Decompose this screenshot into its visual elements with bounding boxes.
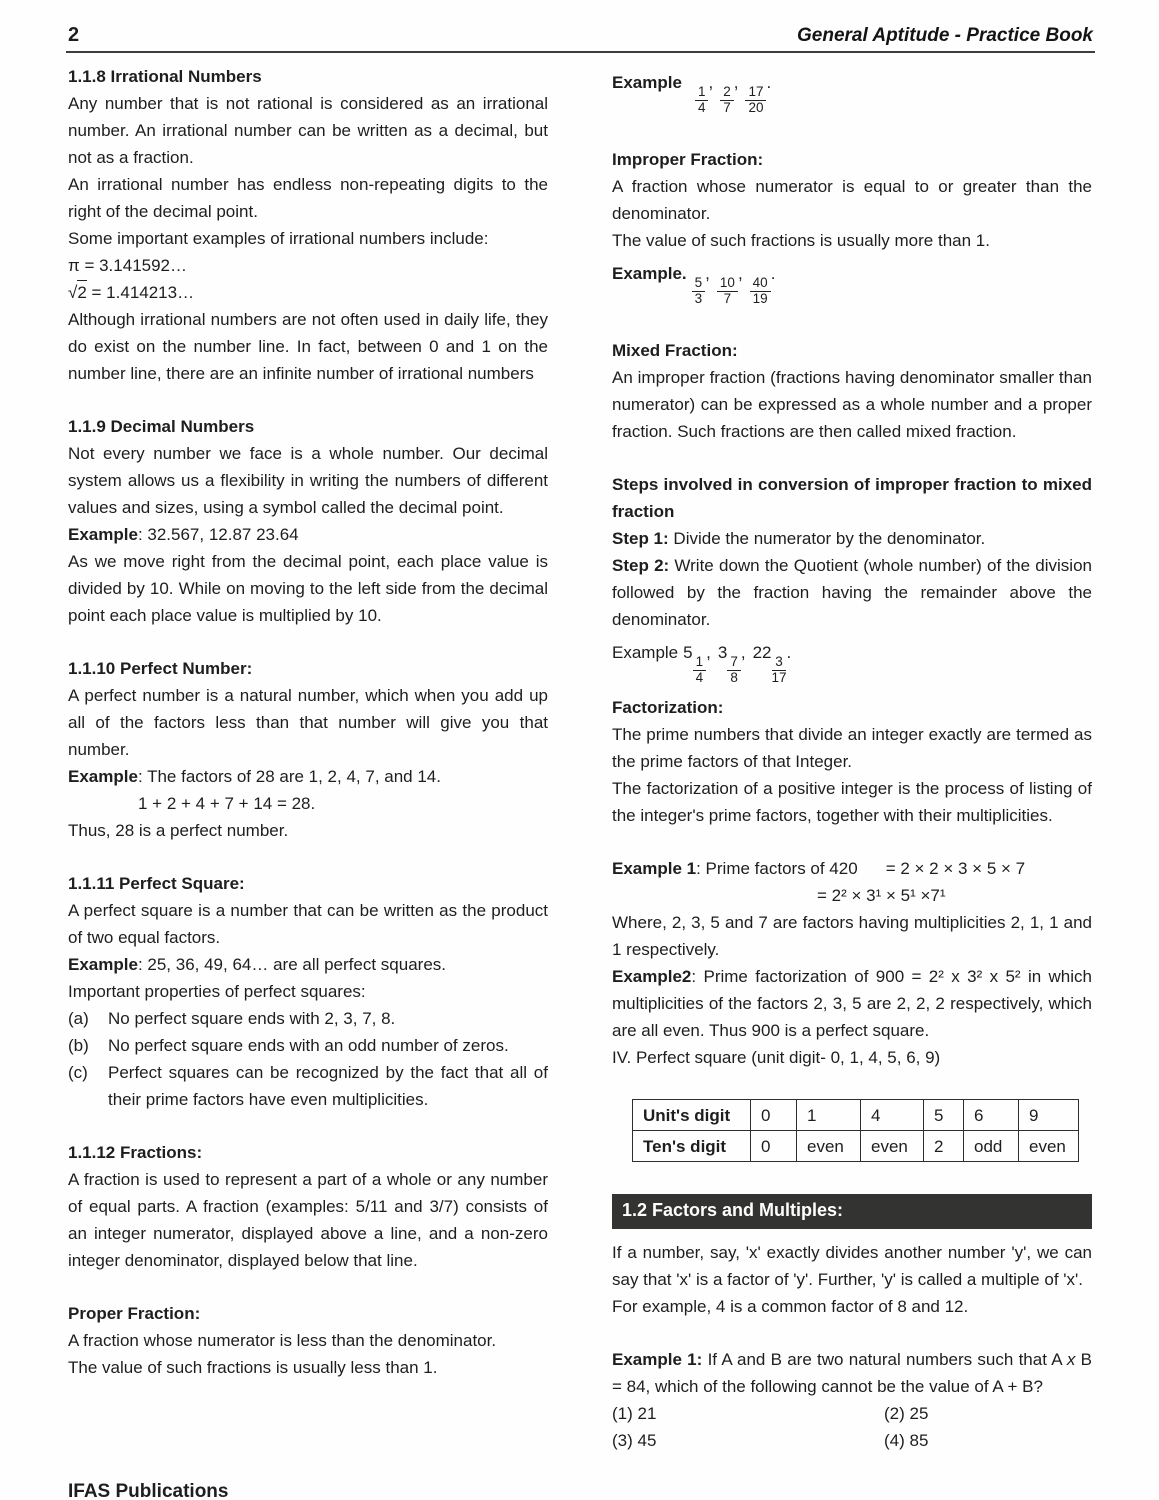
heading-perfect-number: 1.1.10 Perfect Number: <box>68 659 253 678</box>
paragraph-irrational-1: Any number that is not rational is considered as an irrational number. An irrational number can be written as a decimal, but not as a fraction. <box>68 94 548 167</box>
spacer <box>68 629 548 655</box>
perfect-square-example-line <box>68 951 548 978</box>
whole-part: 5 <box>683 643 693 663</box>
option-3: (3) 45 <box>612 1431 657 1451</box>
period: . <box>786 643 792 663</box>
fraction-denominator: 19 <box>752 291 768 307</box>
period: . <box>770 264 776 284</box>
fraction-denominator: 4 <box>695 670 704 686</box>
fraction-denominator: 20 <box>748 100 764 116</box>
separator: , <box>706 643 711 663</box>
mixed-number <box>752 643 787 686</box>
separator: , <box>705 264 710 284</box>
whole-part: 3 <box>717 643 728 663</box>
decimal-example-line <box>68 521 548 548</box>
example-label: Example <box>68 955 138 974</box>
fraction-numerator: 3 <box>772 655 786 671</box>
heading-conversion-steps: Steps involved in conversion of improper fraction to mixed fraction <box>612 475 1092 522</box>
table-row-tens <box>633 1131 1079 1162</box>
fraction <box>692 276 706 307</box>
fraction-denominator: 3 <box>694 291 703 307</box>
question-text-a: If A and B are two natural numbers such that A <box>702 1350 1067 1370</box>
paragraph-proper-fraction-2: The value of such fractions is usually less than 1. <box>68 1358 438 1377</box>
spacer <box>612 315 1092 337</box>
list-marker: (b) <box>68 1036 89 1055</box>
period: . <box>766 73 772 92</box>
row-header: Unit's digit <box>633 1100 751 1131</box>
perfect-square-properties-intro: Important properties of perfect squares: <box>68 982 366 1001</box>
perfect-number-conclusion: Thus, 28 is a perfect number. <box>68 821 289 840</box>
variable-x: x <box>1066 1350 1076 1370</box>
list-text: No perfect square ends with 2, 3, 7, 8. <box>108 1009 396 1028</box>
fraction-numerator: 1 <box>693 655 707 671</box>
fraction-denominator: 7 <box>723 291 732 307</box>
list-text: No perfect square ends with an odd number of zeros. <box>108 1036 509 1055</box>
spacer <box>612 1320 1092 1346</box>
fraction <box>745 85 766 116</box>
paragraph-perfect-square: A perfect square is a number that can be written as the product of two equal factors. <box>68 901 548 947</box>
unit-tens-digit-table <box>632 1099 1079 1162</box>
option-2: (2) 25 <box>884 1404 929 1424</box>
paragraph-irrational-4: Although irrational numbers are not often used in daily life, they do exist on the number line. In fact, between 0 and 1 on the number line, there are an infinite number of irrational numbers <box>68 310 548 383</box>
example-text: : Prime factorization of 900 = 2² x 3² x 5² in which multiplicities of the factors 2, 3, 5 are 2, 2, 2 respectively, which are all even. Thus 900 is a perfect square. <box>612 967 1092 1041</box>
spacer <box>68 844 548 870</box>
question-text-b: B = 84, which of the following cannot be the value of A + B? <box>612 1350 1093 1397</box>
step-text: Divide the numerator by the denominator. <box>668 529 986 549</box>
example-label: Example 1: <box>612 1350 703 1370</box>
step-2-line <box>612 552 1092 633</box>
fraction <box>695 85 709 116</box>
fraction-numerator: 10 <box>717 276 738 292</box>
spacer <box>612 829 1092 855</box>
step-label: Step 1: <box>612 529 669 549</box>
list-text: Perfect squares can be recognized by the fact that all of their prime factors have even multiplicities. <box>108 1063 548 1109</box>
example-label: Example <box>68 767 138 786</box>
sqrt-symbol: √ <box>68 283 78 302</box>
step-text: Write down the Quotient (whole number) of the division followed by the fraction having the remainder above the denominator. <box>612 556 1092 630</box>
list-item-a <box>68 1005 548 1032</box>
sqrt-radicand: 2 <box>77 280 86 304</box>
example-text: : The factors of 28 are 1, 2, 4, 7, and 14. <box>137 767 441 786</box>
fraction <box>772 655 787 686</box>
heading-fractions: 1.1.12 Fractions: <box>68 1143 203 1162</box>
paragraph-improper-2: The value of such fractions is usually more than 1. <box>612 231 990 251</box>
heading-irrational-numbers: 1.1.8 Irrational Numbers <box>68 67 262 86</box>
page-header <box>66 0 1095 53</box>
table-cell: 6 <box>964 1100 1019 1131</box>
table-cell: odd <box>964 1131 1019 1162</box>
left-column <box>68 63 548 1454</box>
table-cell: even <box>861 1131 924 1162</box>
fraction-denominator: 7 <box>723 100 731 116</box>
fraction <box>720 85 734 116</box>
paragraph-fractions: A fraction is used to represent a part of a whole or any number of equal parts. A fraction (examples: 5/11 and 3/7) consists of an integer numerator, displayed above a line, and a non-zero integer denominator, displayed below that line. <box>68 1170 548 1270</box>
mixed-number <box>683 643 706 686</box>
answer-options <box>612 1400 1092 1454</box>
publisher-footer: IFAS Publications <box>68 1481 229 1500</box>
heading-mixed-fraction: Mixed Fraction: <box>612 341 738 361</box>
table-row-units <box>633 1100 1079 1131</box>
spacer <box>68 1274 548 1300</box>
paragraph-improper-1: A fraction whose numerator is equal to or greater than the denominator. <box>612 177 1092 224</box>
heading-decimal-numbers: 1.1.9 Decimal Numbers <box>68 417 255 436</box>
table-cell: 5 <box>924 1100 964 1131</box>
perfect-square-unit-digit-note: IV. Perfect square (unit digit- 0, 1, 4, 5, 6, 9) <box>612 1048 941 1068</box>
sqrt-value-text: = 1.414213… <box>86 283 195 302</box>
paragraph-factors-1: If a number, say, 'x' exactly divides another number 'y', we can say that 'x' is a factor of 'y'. Further, 'y' is called a multiple of 'x'. <box>612 1243 1092 1290</box>
separator: , <box>737 264 743 284</box>
fraction-numerator: 1 <box>695 85 709 101</box>
equation-line-1: = 2 × 2 × 3 × 5 × 7 <box>885 859 1026 879</box>
table-cell: even <box>797 1131 861 1162</box>
example-label: Example 1 <box>612 859 697 879</box>
paragraph-perfect-number: A perfect number is a natural number, which when you add up all of the factors less than that number will give you that number. <box>68 686 548 759</box>
fraction <box>727 655 741 686</box>
question-example-1 <box>612 1346 1092 1400</box>
heading-improper-fraction: Improper Fraction: <box>612 150 764 170</box>
example-text: : 25, 36, 49, 64… are all perfect squares. <box>137 955 447 974</box>
paragraph-irrational-3: Some important examples of irrational numbers include: <box>68 229 489 248</box>
table-cell: 0 <box>751 1100 797 1131</box>
fraction-numerator: 17 <box>745 85 766 101</box>
factorization-example2 <box>612 963 1092 1044</box>
spacer <box>612 1071 1092 1085</box>
perfect-number-sum-line: 1 + 2 + 4 + 7 + 14 = 28. <box>138 794 316 813</box>
table-cell: 1 <box>797 1100 861 1131</box>
spacer <box>612 445 1092 471</box>
list-item-c <box>68 1059 548 1113</box>
heading-perfect-square: 1.1.11 Perfect Square: <box>68 874 245 893</box>
heading-factorization: Factorization: <box>612 698 724 718</box>
proper-fraction-example-line <box>612 69 1092 116</box>
separator: , <box>740 643 746 663</box>
fraction <box>717 276 738 307</box>
paragraph-proper-fraction-1: A fraction whose numerator is less than the denominator. <box>68 1331 497 1350</box>
pi-example-line: π = 3.141592… <box>68 256 188 275</box>
example-label: Example <box>68 525 138 544</box>
equation-line-2: = 2² × 3¹ × 5¹ ×7¹ <box>817 886 946 906</box>
row-header: Ten's digit <box>633 1131 751 1162</box>
paragraph-decimal-2: As we move right from the decimal point, each place value is divided by 10. While on moving to the left side from the decimal point each place value is multiplied by 10. <box>68 552 548 625</box>
paragraph-decimal-1: Not every number we face is a whole number. Our decimal system allows us a flexibility in writing the numbers of different values and sizes, using a symbol called the decimal point. <box>68 444 548 517</box>
example-text: : 32.567, 12.87 23.64 <box>137 525 299 544</box>
spacer <box>68 387 548 413</box>
step-1-line <box>612 525 1092 552</box>
example-label: Example <box>612 643 679 663</box>
list-item-b <box>68 1032 548 1059</box>
example-label: Example <box>612 73 682 92</box>
paragraph-multiplicities: Where, 2, 3, 5 and 7 are factors having multiplicities 2, 1, 1 and 1 respectively. <box>612 913 1092 960</box>
fraction-denominator: 8 <box>730 670 738 686</box>
fraction-denominator: 4 <box>697 100 706 116</box>
spacer <box>612 124 1092 146</box>
two-column-layout <box>0 53 1159 1454</box>
paragraph-irrational-2: An irrational number has endless non-repeating digits to the right of the decimal point. <box>68 175 548 221</box>
mixed-number <box>717 643 741 686</box>
improper-fraction-example-line <box>612 260 1092 307</box>
fraction-denominator: 17 <box>771 670 787 686</box>
list-marker: (c) <box>68 1063 88 1082</box>
perfect-number-example-line <box>68 763 548 790</box>
example-label: Example2 <box>612 967 692 987</box>
step-label: Step 2: <box>612 556 670 576</box>
example-text: : Prime factors of 420 <box>696 859 858 879</box>
example-label: Example. <box>612 264 687 284</box>
heading-proper-fraction: Proper Fraction: <box>68 1304 201 1323</box>
list-marker: (a) <box>68 1009 89 1028</box>
spacer <box>612 1168 1092 1190</box>
table-cell: 4 <box>861 1100 924 1131</box>
fraction-numerator: 40 <box>750 276 771 292</box>
whole-part: 22 <box>752 643 772 663</box>
fraction-numerator: 7 <box>727 655 741 671</box>
page-number: 2 <box>68 24 80 46</box>
separator: , <box>733 73 739 92</box>
option-4: (4) 85 <box>884 1431 929 1451</box>
paragraph-factorization-1: The prime numbers that divide an integer exactly are termed as the prime factors of that Integer. <box>612 725 1092 772</box>
factorization-example1-line <box>612 855 1092 882</box>
separator: , <box>708 73 714 92</box>
table-cell: 2 <box>924 1131 964 1162</box>
sqrt-example-line <box>68 279 548 306</box>
section-banner-factors-multiples: 1.2 Factors and Multiples: <box>612 1194 1092 1229</box>
table-cell: 9 <box>1019 1100 1079 1131</box>
fraction-numerator: 2 <box>720 85 734 101</box>
right-column <box>612 63 1092 1454</box>
fraction <box>750 276 771 307</box>
option-1: (1) 21 <box>612 1404 657 1424</box>
table-cell: even <box>1019 1131 1079 1162</box>
fraction <box>693 655 707 686</box>
paragraph-mixed-fraction: An improper fraction (fractions having denominator smaller than numerator) can be expressed as a whole number and a proper fraction. Such fractions are then called mixed fraction. <box>612 368 1092 442</box>
paragraph-factors-2: For example, 4 is a common factor of 8 and 12. <box>612 1297 969 1317</box>
book-title: General Aptitude - Practice Book <box>797 25 1093 46</box>
mixed-number-example-line <box>612 639 1092 686</box>
spacer <box>68 1113 548 1139</box>
paragraph-factorization-2: The factorization of a positive integer is the process of listing of the integer's prime factors, together with their multiplicities. <box>612 779 1092 826</box>
fraction-numerator: 5 <box>692 276 706 292</box>
table-cell: 0 <box>751 1131 797 1162</box>
